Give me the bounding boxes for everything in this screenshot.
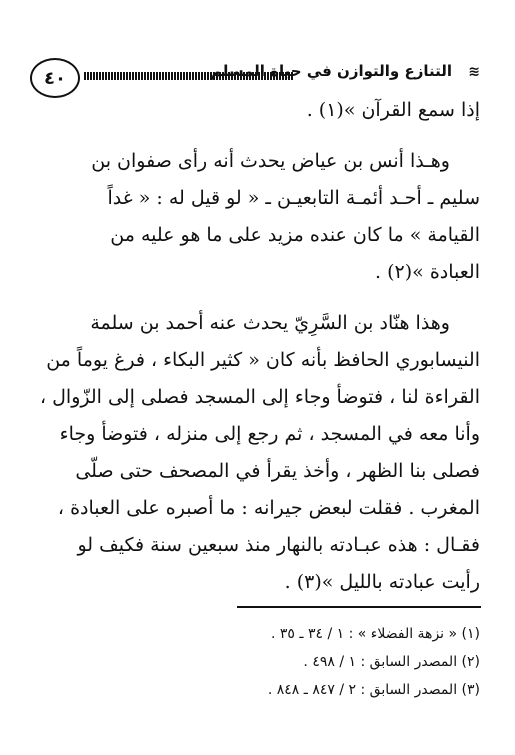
footnotes — [100, 620, 480, 704]
text-line: فقـال : هذه عبـادته بالنهار منذ سبعين سنة فكيف لو — [77, 534, 480, 556]
text-line: سليم ـ أحـد أئمـة التابعيـن ـ « لو قيل له : « غداً — [107, 187, 480, 209]
footnote-separator — [237, 606, 481, 608]
footnote-2: (٢) المصدر السابق : ١ / ٤٩٨ . — [303, 654, 480, 670]
text-line: القيامة » ما كان عنده مزيد على ما هو عليه من — [110, 224, 480, 246]
paragraph-start-line: وهذا هنّاد بن السَّرِيّ يحدث عنه أحمد بن سلمة — [90, 312, 450, 334]
text-line: فصلى بنا الظهر ، وأخذ يقرأ في المصحف حتى صلّى — [75, 460, 480, 482]
paragraph-start-line: وهـذا أنس بن عياض يحدث أنه رأى صفوان بن — [91, 150, 450, 172]
running-title: التنازع والتوازن في حياة المسلم — [210, 62, 452, 80]
footnote-3: (٣) المصدر السابق : ٢ / ٨٤٧ ـ ٨٤٨ . — [267, 682, 480, 698]
text-line: رأيت عبادته بالليل »(٣) . — [284, 571, 480, 593]
text-line: العبادة »(٢) . — [375, 261, 480, 283]
text-line: النيسابوري الحافظ بأنه كان « كثير البكاء ، فرغ يوماً من — [46, 349, 480, 371]
footnote-1: (١) « نزهة الفضلاء » : ١ / ٣٤ ـ ٣٥ . — [270, 626, 480, 642]
page-number: ٤٠ — [30, 58, 80, 98]
text-line: المغرب . فقلت لبعض جيرانه : ما أصبره على العبادة ، — [57, 497, 480, 519]
text-line: وأنا معه في المسجد ، ثم رجع إلى منزله ، فتوضأ وجاء — [59, 423, 480, 445]
header-ornament-icon: ≋ — [468, 64, 480, 80]
text-line: إذا سمع القرآن »(١) . — [306, 99, 480, 121]
body-text — [34, 92, 480, 601]
text-line: القراءة لنا ، فتوضأ وجاء إلى المسجد فصلى إلى الزّوال ، — [39, 386, 480, 408]
